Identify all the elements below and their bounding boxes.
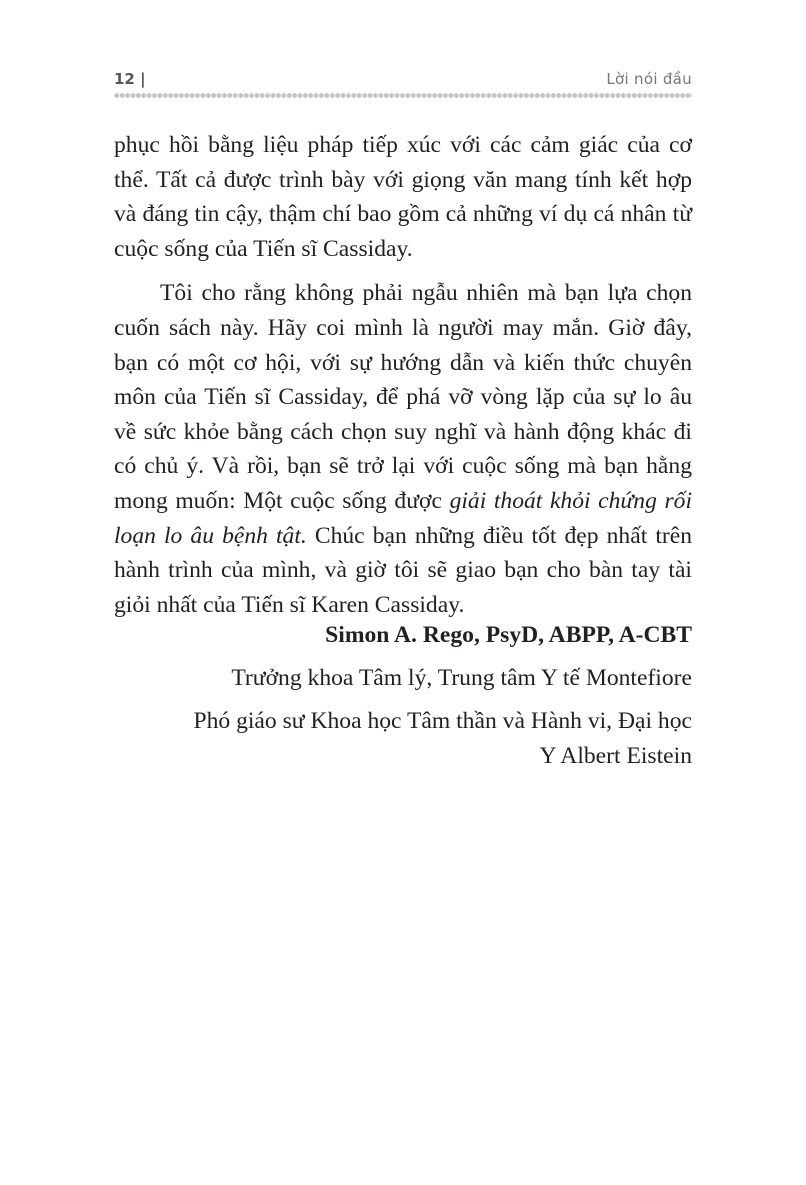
signature-title-2-line-1: Phó giáo sư Khoa học Tâm thần và Hành vi, Đại học [193, 708, 692, 734]
page-number: 12 | [114, 70, 146, 88]
paragraph-2 [114, 276, 692, 622]
paragraph-2-text-start: Tôi cho rằng không phải ngẫu nhiên mà bạn lựa chọn cuốn sách này. Hãy coi mình là người may mắn. Giờ đây, bạn có một cơ hội, với sự hướng dẫn và kiến thức chuyên môn của Tiến sĩ Cassiday, để phá vỡ vòng lặp của sự lo âu về sức khỏe bằng cách chọn suy nghĩ và hành động khác đi có chủ ý. Và rồi, bạn sẽ trở lại với cuộc sống mà bạn hằng mong muốn: Một cuộc sống được [114, 280, 692, 514]
body-text [114, 128, 692, 622]
chapter-title: Lời nói đầu [606, 70, 692, 88]
paragraph-1: phục hồi bằng liệu pháp tiếp xúc với các cảm giác của cơ thể. Tất cả được trình bày với giọng văn mang tính kết hợp và đáng tin cậy, thậm chí bao gồm cả những ví dụ cá nhân từ cuộc sống của Tiến sĩ Cassiday. [114, 132, 692, 262]
dotted-divider [114, 92, 692, 99]
signature-title-1: Trưởng khoa Tâm lý, Trung tâm Y tế Montefiore [231, 665, 692, 691]
signature-title-2 [114, 704, 692, 773]
running-header [114, 66, 692, 90]
paragraph-2-italic-phrase: giải thoát khỏi chứng rối loạn lo âu bệnh tật. [114, 487, 693, 549]
signature-name: Simon A. Rego, PsyD, ABPP, A-CBT [325, 622, 692, 648]
signature-title-2-line-2: Y Albert Eistein [539, 742, 692, 769]
paragraph-2-text-end: Chúc bạn những điều tốt đẹp nhất trên hành trình của mình, và giờ tôi sẽ giao bạn cho bàn tay tài giỏi nhất của Tiến sĩ Karen Cassiday. [114, 522, 692, 618]
